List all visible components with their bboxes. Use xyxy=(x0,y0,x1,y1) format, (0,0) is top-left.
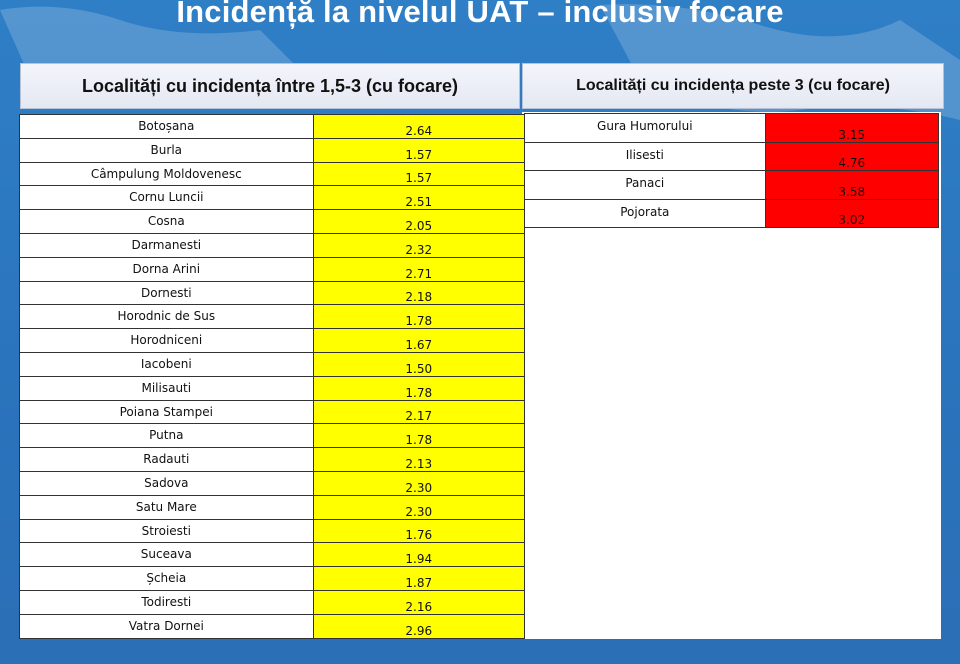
table-row xyxy=(20,590,525,614)
table-row xyxy=(20,448,525,472)
locality-name: Suceava xyxy=(20,543,314,567)
table-row xyxy=(20,424,525,448)
locality-name: Putna xyxy=(20,424,314,448)
incidence-value: 1.57 xyxy=(313,162,524,186)
locality-name: Burla xyxy=(20,138,314,162)
left-incidence-table xyxy=(19,114,525,639)
locality-name: Ilisesti xyxy=(525,142,766,171)
table-row xyxy=(20,257,525,281)
table-row xyxy=(20,329,525,353)
incidence-value: 1.78 xyxy=(313,376,524,400)
table-row xyxy=(20,519,525,543)
incidence-value: 2.30 xyxy=(313,495,524,519)
incidence-value: 1.50 xyxy=(313,352,524,376)
incidence-value: 2.16 xyxy=(313,590,524,614)
locality-name: Panaci xyxy=(525,171,766,200)
locality-name: Botoșana xyxy=(20,115,314,139)
table-row xyxy=(20,400,525,424)
locality-name: Dornesti xyxy=(20,281,314,305)
incidence-value: 2.17 xyxy=(313,400,524,424)
locality-name: Sadova xyxy=(20,471,314,495)
locality-name: Vatra Dornei xyxy=(20,614,314,638)
table-row xyxy=(20,376,525,400)
table-row xyxy=(20,305,525,329)
locality-name: Milisauti xyxy=(20,376,314,400)
locality-name: Darmanesti xyxy=(20,233,314,257)
table-row xyxy=(20,138,525,162)
incidence-value: 2.51 xyxy=(313,186,524,210)
locality-name: Stroiesti xyxy=(20,519,314,543)
incidence-value: 2.05 xyxy=(313,210,524,234)
incidence-value: 3.15 xyxy=(765,114,938,143)
left-table-header: Localități cu incidența între 1,5-3 (cu focare) xyxy=(20,63,520,109)
incidence-value: 1.78 xyxy=(313,424,524,448)
incidence-value: 2.71 xyxy=(313,257,524,281)
table-row xyxy=(525,171,939,200)
locality-name: Cornu Luncii xyxy=(20,186,314,210)
incidence-value: 3.02 xyxy=(765,199,938,228)
incidence-value: 2.64 xyxy=(313,115,524,139)
table-row xyxy=(20,471,525,495)
table-row xyxy=(20,567,525,591)
incidence-value: 2.13 xyxy=(313,448,524,472)
locality-name: Pojorata xyxy=(525,199,766,228)
locality-name: Șcheia xyxy=(20,567,314,591)
locality-name: Horodniceni xyxy=(20,329,314,353)
incidence-value: 2.18 xyxy=(313,281,524,305)
table-row xyxy=(20,162,525,186)
locality-name: Radauti xyxy=(20,448,314,472)
locality-name: Iacobeni xyxy=(20,352,314,376)
page-title: Incidență la nivelul UAT – inclusiv focare xyxy=(176,0,784,29)
locality-name: Dorna Arini xyxy=(20,257,314,281)
incidence-value: 1.94 xyxy=(313,543,524,567)
incidence-value: 1.78 xyxy=(313,305,524,329)
table-row xyxy=(525,199,939,228)
table-row xyxy=(20,281,525,305)
table-row xyxy=(20,543,525,567)
table-row xyxy=(20,233,525,257)
incidence-value: 2.96 xyxy=(313,614,524,638)
locality-name: Gura Humorului xyxy=(525,114,766,143)
right-incidence-table xyxy=(524,113,939,228)
table-row xyxy=(20,186,525,210)
table-row xyxy=(20,614,525,638)
locality-name: Poiana Stampei xyxy=(20,400,314,424)
incidence-value: 4.76 xyxy=(765,142,938,171)
table-row xyxy=(20,495,525,519)
table-row xyxy=(525,142,939,171)
right-table-header: Localități cu incidența peste 3 (cu focare) xyxy=(522,63,944,109)
incidence-value: 1.57 xyxy=(313,138,524,162)
locality-name: Satu Mare xyxy=(20,495,314,519)
table-row xyxy=(20,352,525,376)
incidence-value: 2.30 xyxy=(313,471,524,495)
table-row xyxy=(20,115,525,139)
incidence-value: 1.87 xyxy=(313,567,524,591)
incidence-value: 1.76 xyxy=(313,519,524,543)
incidence-value: 1.67 xyxy=(313,329,524,353)
locality-name: Câmpulung Moldovenesc xyxy=(20,162,314,186)
locality-name: Horodnic de Sus xyxy=(20,305,314,329)
locality-name: Todiresti xyxy=(20,590,314,614)
incidence-value: 2.32 xyxy=(313,233,524,257)
table-row xyxy=(20,210,525,234)
locality-name: Cosna xyxy=(20,210,314,234)
incidence-value: 3.58 xyxy=(765,171,938,200)
table-row xyxy=(525,114,939,143)
